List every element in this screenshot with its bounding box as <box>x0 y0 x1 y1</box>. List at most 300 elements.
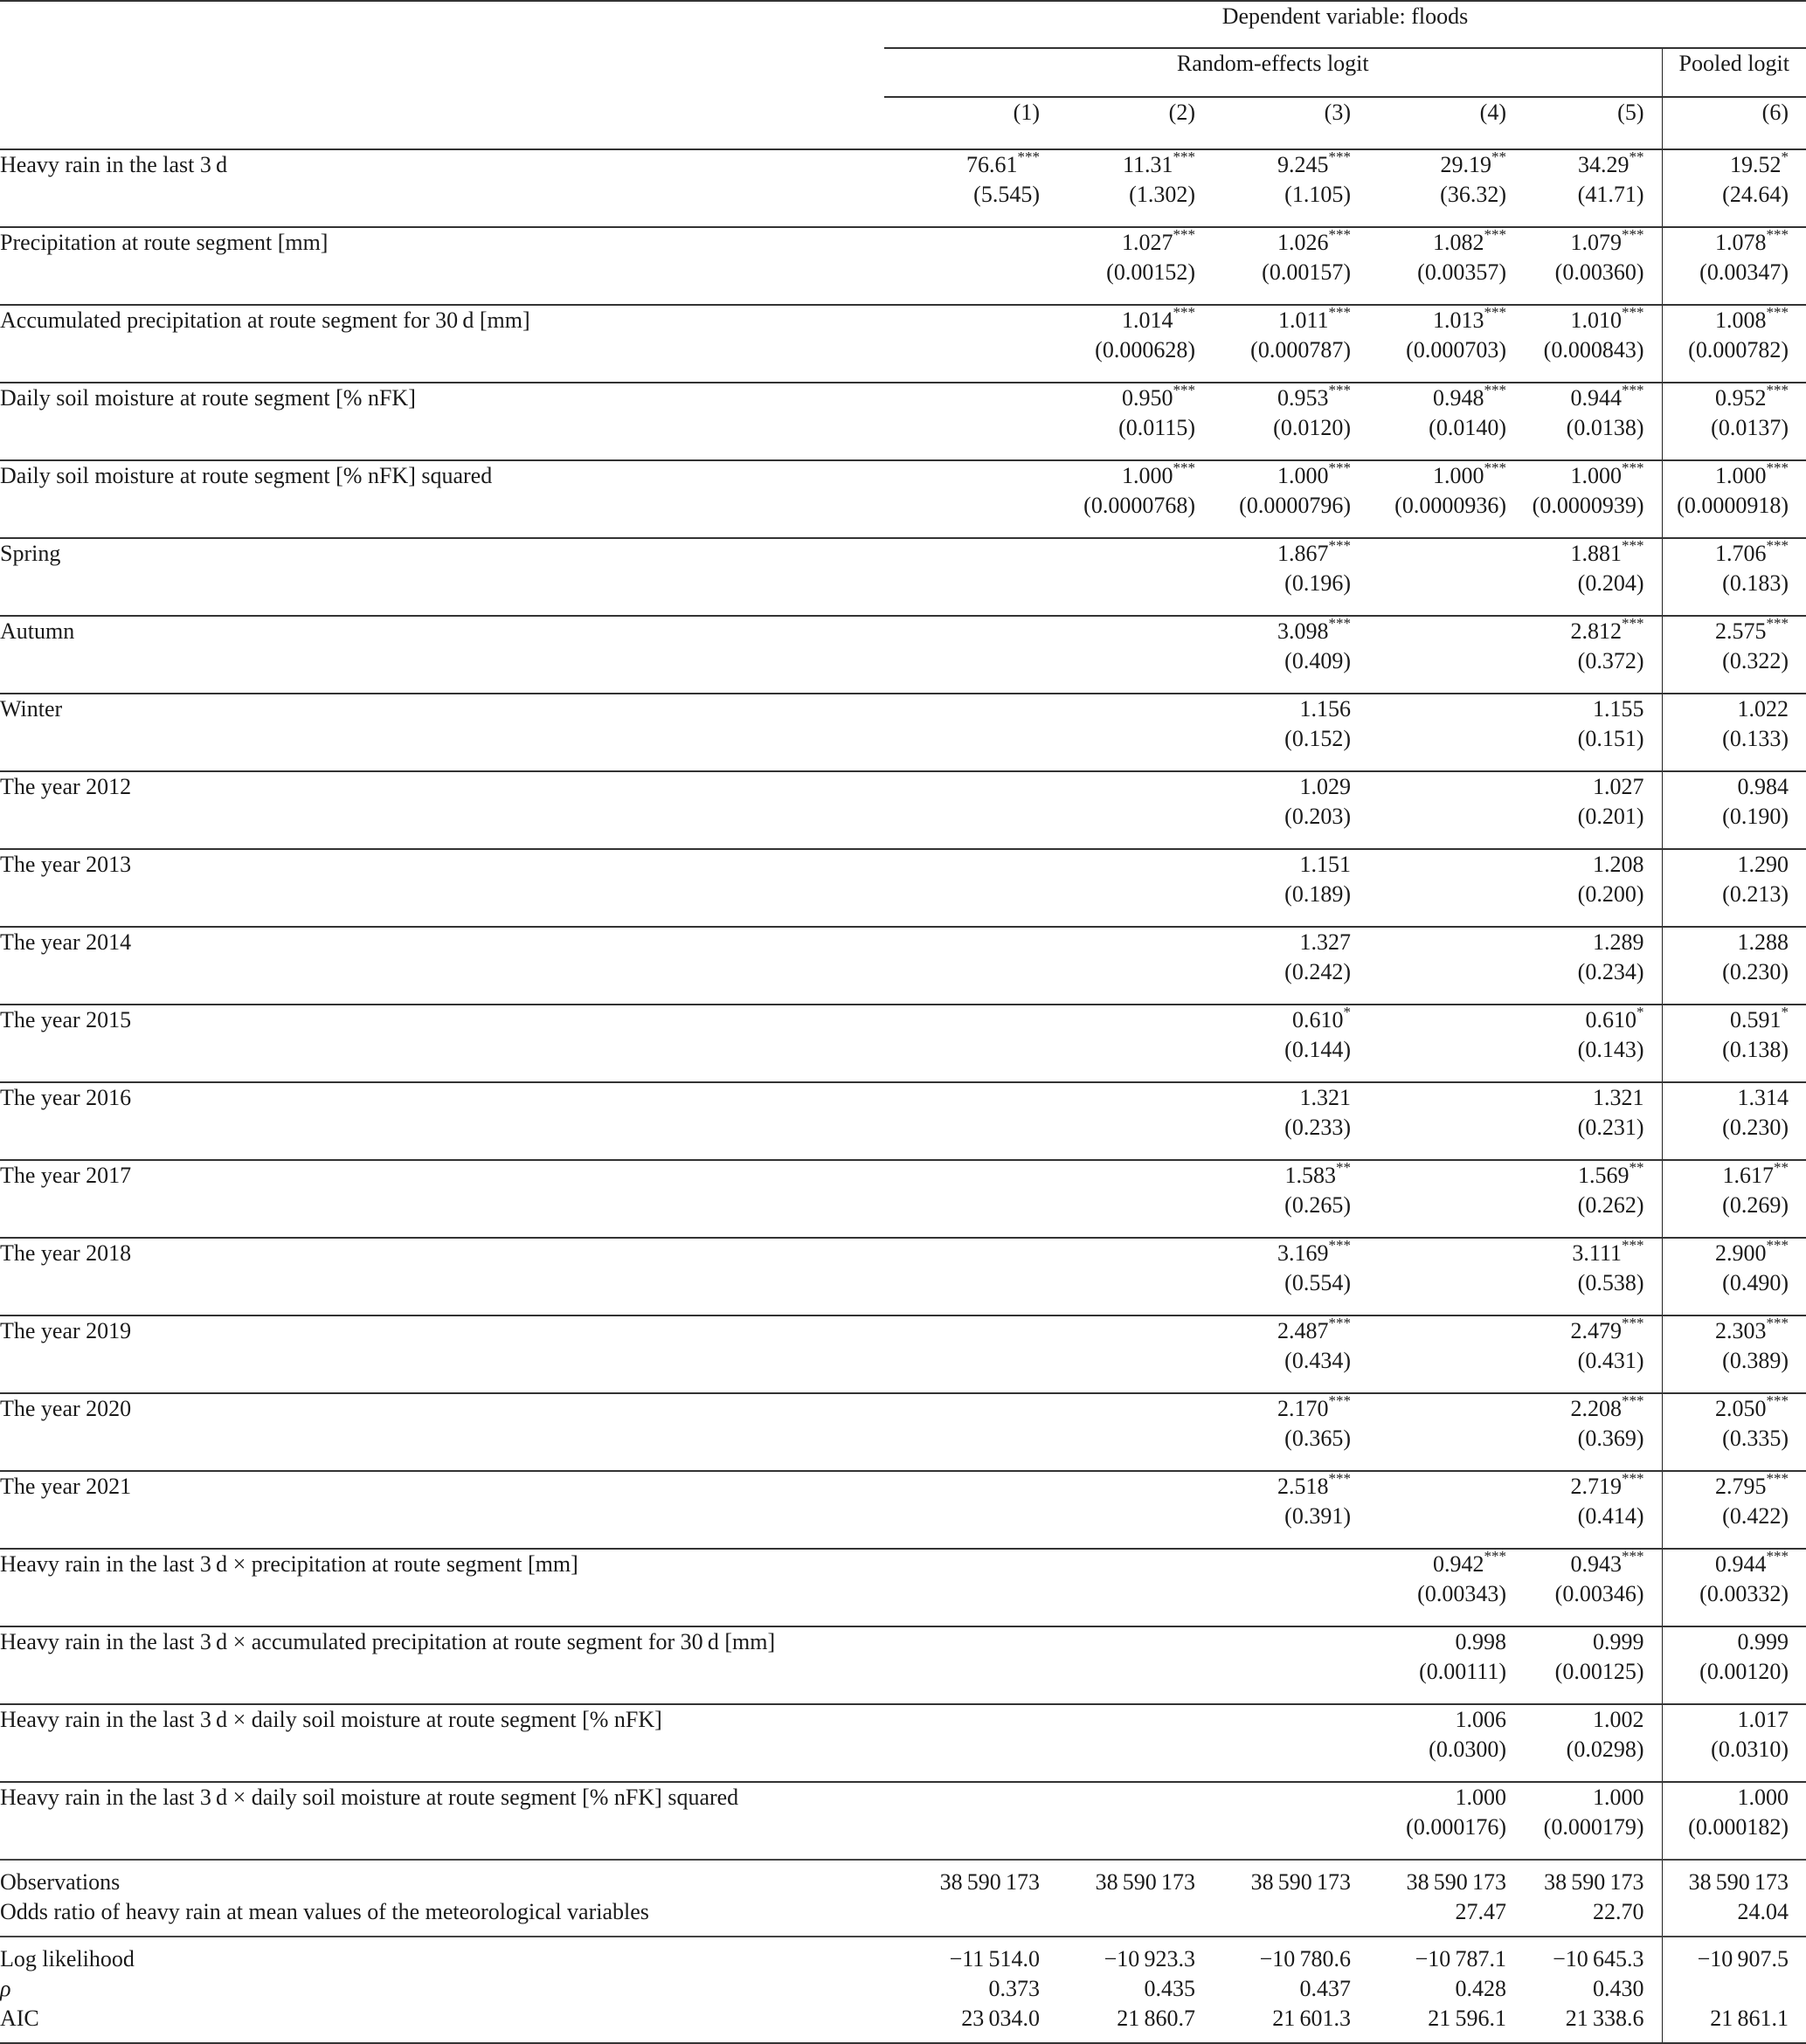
summary-stat-row <box>0 1897 1806 1937</box>
significance-stars: *** <box>1328 459 1351 477</box>
coefficient-cell <box>1351 1082 1506 1160</box>
coefficient-cell <box>1662 1393 1806 1471</box>
coefficient-cell <box>1195 227 1351 305</box>
significance-stars: *** <box>1622 1237 1644 1254</box>
coefficient-line <box>1122 459 1195 488</box>
standard-error-value: (0.230) <box>1722 959 1789 984</box>
odds-ratio-value: 0.998 <box>1455 1629 1506 1654</box>
coefficient-cell <box>1040 1315 1195 1393</box>
standard-error-value: (0.00120) <box>1699 1659 1789 1684</box>
stat-value <box>1662 1974 1806 2004</box>
row-label: The year 2016 <box>0 1082 884 1160</box>
odds-ratio-value: 1.288 <box>1737 929 1789 955</box>
standard-error-value: (0.0140) <box>1429 415 1506 440</box>
coefficient-line <box>1570 1392 1644 1421</box>
odds-ratio-value: 1.290 <box>1737 852 1789 877</box>
significance-stars: *** <box>1484 226 1506 244</box>
coefficient-cell <box>1506 849 1662 927</box>
odds-ratio-value: 1.706 <box>1715 541 1767 566</box>
coefficient-cell <box>1662 1549 1806 1626</box>
row-label: Autumn <box>0 616 884 694</box>
significance-stars: *** <box>1622 1548 1644 1565</box>
coefficient-line <box>1456 1707 1507 1732</box>
coefficient-line <box>1738 852 1789 877</box>
coefficient-line <box>1715 537 1789 566</box>
standard-error-value: (0.369) <box>1577 1426 1644 1451</box>
coefficient-cell <box>884 1704 1040 1782</box>
standard-error-value: (0.183) <box>1722 570 1789 596</box>
coefficient-line <box>1277 1315 1351 1343</box>
coefficient-cell <box>1040 771 1195 849</box>
odds-ratio-value: 29.19 <box>1440 152 1491 177</box>
significance-stars: *** <box>1328 1392 1351 1410</box>
significance-stars: *** <box>1173 382 1195 399</box>
coefficient-cell <box>1040 1160 1195 1238</box>
significance-stars: *** <box>1766 615 1789 632</box>
table-row <box>0 1782 1806 1860</box>
significance-stars: * <box>1343 1004 1351 1021</box>
table-row <box>0 1626 1806 1704</box>
coefficient-cell <box>1195 1082 1351 1160</box>
standard-error-value: (0.231) <box>1577 1115 1644 1140</box>
coefficient-cell <box>1195 1315 1351 1393</box>
odds-ratio-value: 2.719 <box>1570 1474 1622 1499</box>
standard-error-value: (0.322) <box>1722 648 1789 673</box>
coefficient-cell <box>1195 305 1351 383</box>
pooled-logit-header: Pooled logit <box>1662 48 1806 97</box>
coefficient-cell <box>1195 1549 1351 1626</box>
standard-error-value: (0.234) <box>1577 959 1644 984</box>
standard-error-value: (0.000787) <box>1250 337 1351 363</box>
significance-stars: *** <box>1766 226 1789 244</box>
coefficient-line <box>1730 148 1789 177</box>
coefficient-cell <box>884 1160 1040 1238</box>
coefficient-line <box>1433 382 1506 411</box>
coefficient-cell <box>1662 383 1806 460</box>
coefficient-cell <box>1351 538 1506 616</box>
row-label: Daily soil moisture at route segment [% nFK] squared <box>0 460 884 538</box>
coefficient-cell <box>1351 305 1506 383</box>
stat-value: 38 590 173 <box>1662 1860 1806 1897</box>
odds-ratio-value: 1.881 <box>1570 541 1622 566</box>
coefficient-cell <box>1506 305 1662 383</box>
coefficient-line <box>1738 1629 1789 1654</box>
stat-value <box>1040 1897 1195 1937</box>
stat-value: 21 596.1 <box>1351 2004 1506 2043</box>
coefficient-cell <box>1506 383 1662 460</box>
odds-ratio-value: 1.583 <box>1284 1163 1336 1188</box>
coefficient-cell <box>884 1238 1040 1315</box>
coefficient-line <box>1715 615 1789 644</box>
coefficient-cell <box>1040 149 1195 227</box>
row-label: The year 2021 <box>0 1471 884 1549</box>
odds-ratio-value: 2.208 <box>1570 1396 1622 1421</box>
stat-value: −10 907.5 <box>1662 1937 1806 1974</box>
coefficient-cell <box>1506 1782 1662 1860</box>
table-row <box>0 1393 1806 1471</box>
odds-ratio-value: 2.518 <box>1277 1474 1329 1499</box>
coefficient-cell <box>1662 1160 1806 1238</box>
stat-value: 38 590 173 <box>884 1860 1040 1897</box>
significance-stars: *** <box>1622 615 1644 632</box>
coefficient-cell <box>1506 1549 1662 1626</box>
standard-error-value: (0.372) <box>1577 648 1644 673</box>
odds-ratio-value: 0.953 <box>1277 385 1329 411</box>
coefficient-cell <box>1506 694 1662 771</box>
odds-ratio-value: 1.000 <box>1737 1785 1789 1810</box>
table-row <box>0 694 1806 771</box>
significance-stars: *** <box>1328 304 1351 321</box>
standard-error-value: (0.365) <box>1284 1426 1351 1451</box>
table-row <box>0 1082 1806 1160</box>
coefficient-cell <box>1195 849 1351 927</box>
coefficient-line <box>1292 1004 1351 1032</box>
coefficient-line <box>1570 1470 1644 1499</box>
standard-error-value: (0.0000936) <box>1394 493 1506 518</box>
standard-error-value: (0.201) <box>1577 804 1644 829</box>
coefficient-cell <box>1506 927 1662 1005</box>
table-row <box>0 149 1806 227</box>
standard-error-value: (0.152) <box>1284 726 1351 751</box>
coefficient-line <box>1433 459 1506 488</box>
standard-error-value: (0.0300) <box>1429 1737 1506 1762</box>
column-header-1: (1) <box>1013 100 1040 125</box>
coefficient-line <box>1433 304 1506 333</box>
standard-error-value: (0.00111) <box>1419 1659 1506 1684</box>
stat-value: 38 590 173 <box>1351 1860 1506 1897</box>
significance-stars: *** <box>1173 459 1195 477</box>
odds-ratio-value: 0.999 <box>1737 1629 1789 1654</box>
stat-label: Odds ratio of heavy rain at mean values of the meteorological variables <box>0 1899 649 1924</box>
standard-error-value: (0.269) <box>1722 1192 1789 1218</box>
coefficient-line <box>1715 382 1789 411</box>
coefficient-line <box>1570 226 1644 255</box>
table-row <box>0 1160 1806 1238</box>
standard-error-value: (0.00360) <box>1554 259 1644 285</box>
standard-error-value: (0.233) <box>1284 1115 1351 1140</box>
stat-value <box>884 1897 1040 1937</box>
table-row <box>0 849 1806 927</box>
coefficient-cell <box>1351 1393 1506 1471</box>
row-label: The year 2020 <box>0 1393 884 1471</box>
standard-error-value: (0.00343) <box>1417 1581 1506 1606</box>
standard-error-value: (0.335) <box>1722 1426 1789 1451</box>
significance-stars: * <box>1781 1004 1789 1021</box>
odds-ratio-value: 0.944 <box>1715 1551 1767 1577</box>
stat-value: 0.373 <box>988 1976 1040 2001</box>
odds-ratio-value: 1.321 <box>1593 1085 1644 1110</box>
standard-error-value: (0.0115) <box>1118 415 1195 440</box>
standard-error-value: (0.0000768) <box>1083 493 1195 518</box>
coefficient-cell <box>884 305 1040 383</box>
odds-ratio-value: 0.610 <box>1292 1007 1344 1032</box>
significance-stars: *** <box>1328 1315 1351 1332</box>
standard-error-value: (0.409) <box>1284 648 1351 673</box>
coefficient-cell <box>1506 1238 1662 1315</box>
table-row <box>0 538 1806 616</box>
column-header-2: (2) <box>1168 100 1195 125</box>
significance-stars: *** <box>1328 382 1351 399</box>
coefficient-cell <box>884 1626 1040 1704</box>
coefficient-line <box>1585 1004 1644 1032</box>
coefficient-line <box>1433 226 1506 255</box>
standard-error-value: (0.143) <box>1577 1037 1644 1062</box>
standard-error-value: (0.000176) <box>1406 1814 1506 1840</box>
coefficient-cell <box>1662 694 1806 771</box>
stat-value: 27.47 <box>1455 1899 1506 1924</box>
coefficient-line <box>1570 1548 1644 1577</box>
standard-error-value: (0.000182) <box>1688 1814 1789 1840</box>
coefficient-cell <box>1195 694 1351 771</box>
coefficient-cell <box>1040 383 1195 460</box>
coefficient-cell <box>1662 227 1806 305</box>
odds-ratio-value: 1.321 <box>1299 1085 1351 1110</box>
coefficient-cell <box>1195 1471 1351 1549</box>
coefficient-line <box>1122 382 1195 411</box>
significance-stars: *** <box>1484 304 1506 321</box>
coefficient-line <box>1715 1548 1789 1577</box>
table-row <box>0 1315 1806 1393</box>
odds-ratio-value: 1.013 <box>1433 307 1484 333</box>
coefficient-line <box>1277 226 1351 255</box>
odds-ratio-value: 0.984 <box>1737 774 1789 799</box>
coefficient-line <box>1715 459 1789 488</box>
row-label: Heavy rain in the last 3 d × daily soil moisture at route segment [% nFK] <box>0 1704 884 1782</box>
summary-stat-row <box>0 1974 1806 2004</box>
odds-ratio-value: 0.950 <box>1122 385 1173 411</box>
coefficient-line <box>1277 1237 1351 1266</box>
stat-value: 0.428 <box>1455 1976 1506 2001</box>
coefficient-cell <box>884 383 1040 460</box>
significance-stars: *** <box>1766 1315 1789 1332</box>
standard-error-value: (0.434) <box>1284 1348 1351 1373</box>
coefficient-line <box>1277 382 1351 411</box>
odds-ratio-value: 2.900 <box>1715 1240 1767 1266</box>
standard-error-value: (0.414) <box>1577 1503 1644 1529</box>
header-dependent-variable-row <box>0 1 1806 48</box>
standard-error-value: (0.196) <box>1284 570 1351 596</box>
odds-ratio-value: 1.000 <box>1593 1785 1644 1810</box>
coefficient-line <box>1572 1237 1644 1266</box>
coefficient-cell <box>884 1471 1040 1549</box>
coefficient-cell <box>1662 1005 1806 1082</box>
coefficient-cell <box>1040 538 1195 616</box>
coefficient-cell <box>1506 1315 1662 1393</box>
odds-ratio-value: 9.245 <box>1277 152 1329 177</box>
coefficient-cell <box>1195 1005 1351 1082</box>
odds-ratio-value: 1.006 <box>1455 1707 1506 1732</box>
coefficient-line <box>1570 537 1644 566</box>
coefficient-cell <box>1662 1238 1806 1315</box>
coefficient-cell <box>1662 1315 1806 1393</box>
row-label: The year 2013 <box>0 849 884 927</box>
odds-ratio-value: 1.027 <box>1593 774 1644 799</box>
coefficient-line <box>1277 459 1351 488</box>
odds-ratio-value: 2.487 <box>1277 1318 1329 1343</box>
significance-stars: *** <box>1173 304 1195 321</box>
coefficient-line <box>1738 1785 1789 1810</box>
coefficient-cell <box>1351 616 1506 694</box>
stat-value: 0.435 <box>1144 1976 1195 2001</box>
coefficient-cell <box>1506 616 1662 694</box>
standard-error-value: (0.391) <box>1284 1503 1351 1529</box>
stat-value: 0.437 <box>1299 1976 1351 2001</box>
coefficient-cell <box>1506 1626 1662 1704</box>
coefficient-cell <box>1195 538 1351 616</box>
significance-stars: *** <box>1622 304 1644 321</box>
odds-ratio-value: 1.289 <box>1593 929 1644 955</box>
coefficient-cell <box>1351 383 1506 460</box>
coefficient-cell <box>884 849 1040 927</box>
odds-ratio-value: 1.010 <box>1570 307 1622 333</box>
coefficient-cell <box>1351 149 1506 227</box>
coefficient-cell <box>1662 616 1806 694</box>
coefficient-line <box>1578 1159 1644 1188</box>
stat-value: −10 923.3 <box>1040 1937 1195 1974</box>
odds-ratio-value: 2.575 <box>1715 618 1767 644</box>
odds-ratio-value: 3.111 <box>1572 1240 1622 1266</box>
odds-ratio-value: 0.942 <box>1433 1551 1484 1577</box>
coefficient-cell <box>1506 1160 1662 1238</box>
row-label: Heavy rain in the last 3 d × daily soil moisture at route segment [% nFK] squared <box>0 1782 884 1860</box>
odds-ratio-value: 1.011 <box>1277 307 1329 333</box>
coefficient-cell <box>1040 1082 1195 1160</box>
table-row <box>0 927 1806 1005</box>
significance-stars: *** <box>1017 148 1040 166</box>
coefficient-line <box>1570 615 1644 644</box>
coefficient-line <box>1277 1392 1351 1421</box>
coefficient-cell <box>1195 1238 1351 1315</box>
table-row <box>0 227 1806 305</box>
coefficient-cell <box>884 1549 1040 1626</box>
coefficient-cell <box>1506 1393 1662 1471</box>
standard-error-value: (0.000179) <box>1543 1814 1644 1840</box>
coefficient-line <box>1277 304 1351 333</box>
stat-value: 0.430 <box>1506 1974 1662 2004</box>
odds-ratio-value: 1.314 <box>1737 1085 1789 1110</box>
odds-ratio-value: 1.000 <box>1122 463 1173 488</box>
odds-ratio-value: 0.944 <box>1570 385 1622 411</box>
coefficient-cell <box>884 927 1040 1005</box>
coefficient-line <box>1722 1159 1789 1188</box>
coefficient-cell <box>1040 1393 1195 1471</box>
coefficient-cell <box>1195 616 1351 694</box>
odds-ratio-value: 2.050 <box>1715 1396 1767 1421</box>
coefficient-cell <box>1195 1160 1351 1238</box>
significance-stars: * <box>1781 148 1789 166</box>
coefficient-cell <box>1040 1626 1195 1704</box>
coefficient-cell <box>1662 1471 1806 1549</box>
dependent-variable-label: Dependent variable: floods <box>884 1 1806 48</box>
standard-error-value: (0.0000918) <box>1677 493 1789 518</box>
header-model-group-row <box>0 48 1806 97</box>
odds-ratio-value: 2.170 <box>1277 1396 1329 1421</box>
coefficient-line <box>1593 774 1644 799</box>
coefficient-cell <box>1040 1471 1195 1549</box>
odds-ratio-value: 1.000 <box>1277 463 1329 488</box>
coefficient-line <box>1715 304 1789 333</box>
summary-stat-row <box>0 2004 1806 2043</box>
standard-error-value: (0.431) <box>1577 1348 1644 1373</box>
significance-stars: *** <box>1622 1470 1644 1488</box>
row-label: The year 2017 <box>0 1160 884 1238</box>
coefficient-line <box>1593 852 1644 877</box>
coefficient-cell <box>1195 1393 1351 1471</box>
coefficient-cell <box>1351 927 1506 1005</box>
standard-error-value: (0.265) <box>1284 1192 1351 1218</box>
coefficient-cell <box>1351 771 1506 849</box>
coefficient-line <box>1715 226 1789 255</box>
coefficient-cell <box>884 227 1040 305</box>
significance-stars: *** <box>1328 226 1351 244</box>
standard-error-value: (0.00152) <box>1106 259 1195 285</box>
coefficient-cell <box>1040 849 1195 927</box>
row-label: The year 2014 <box>0 927 884 1005</box>
summary-stat-row <box>0 1860 1806 1897</box>
standard-error-value: (0.000782) <box>1688 337 1789 363</box>
standard-error-value: (0.00357) <box>1417 259 1506 285</box>
coefficient-line <box>1433 1548 1506 1577</box>
odds-ratio-value: 0.610 <box>1585 1007 1636 1032</box>
coefficient-cell <box>884 616 1040 694</box>
coefficient-line <box>1738 774 1789 799</box>
standard-error-value: (0.0000796) <box>1239 493 1351 518</box>
coefficient-cell <box>1662 849 1806 927</box>
coefficient-line <box>1570 459 1644 488</box>
odds-ratio-value: 0.591 <box>1730 1007 1782 1032</box>
standard-error-value: (0.0310) <box>1711 1737 1789 1762</box>
coefficient-cell <box>1662 305 1806 383</box>
table-row <box>0 771 1806 849</box>
stat-value <box>1195 1897 1351 1937</box>
coefficient-cell <box>884 694 1040 771</box>
odds-ratio-value: 1.569 <box>1578 1163 1630 1188</box>
summary-stat-row <box>0 1937 1806 1974</box>
odds-ratio-value: 1.867 <box>1277 541 1329 566</box>
row-label: Heavy rain in the last 3 d <box>0 149 884 227</box>
standard-error-value: (0.190) <box>1722 804 1789 829</box>
coefficient-line <box>1122 148 1195 177</box>
stat-value: 38 590 173 <box>1040 1860 1195 1897</box>
coefficient-cell <box>1506 1471 1662 1549</box>
coefficient-cell <box>1195 1704 1351 1782</box>
stat-value: 22.70 <box>1506 1897 1662 1937</box>
table-row <box>0 305 1806 383</box>
coefficient-line <box>1440 148 1507 177</box>
odds-ratio-value: 3.169 <box>1277 1240 1329 1266</box>
table-row <box>0 460 1806 538</box>
stat-value: −10 787.1 <box>1351 1937 1506 1974</box>
standard-error-value: (0.151) <box>1577 726 1644 751</box>
stat-label: Observations <box>0 1860 884 1897</box>
row-label: Spring <box>0 538 884 616</box>
coefficient-cell <box>1040 227 1195 305</box>
coefficient-cell <box>1040 305 1195 383</box>
significance-stars: *** <box>1484 459 1506 477</box>
odds-ratio-value: 1.079 <box>1570 230 1622 255</box>
coefficient-cell <box>1351 1782 1506 1860</box>
coefficient-line <box>1300 1085 1352 1110</box>
significance-stars: *** <box>1766 537 1789 555</box>
odds-ratio-value: 1.000 <box>1455 1785 1506 1810</box>
standard-error-value: (0.0000939) <box>1532 493 1644 518</box>
significance-stars: *** <box>1766 304 1789 321</box>
significance-stars: *** <box>1328 615 1351 632</box>
coefficient-line <box>1300 696 1352 722</box>
standard-error-value: (0.00125) <box>1554 1659 1644 1684</box>
coefficient-cell <box>1351 1005 1506 1082</box>
significance-stars: *** <box>1622 1392 1644 1410</box>
